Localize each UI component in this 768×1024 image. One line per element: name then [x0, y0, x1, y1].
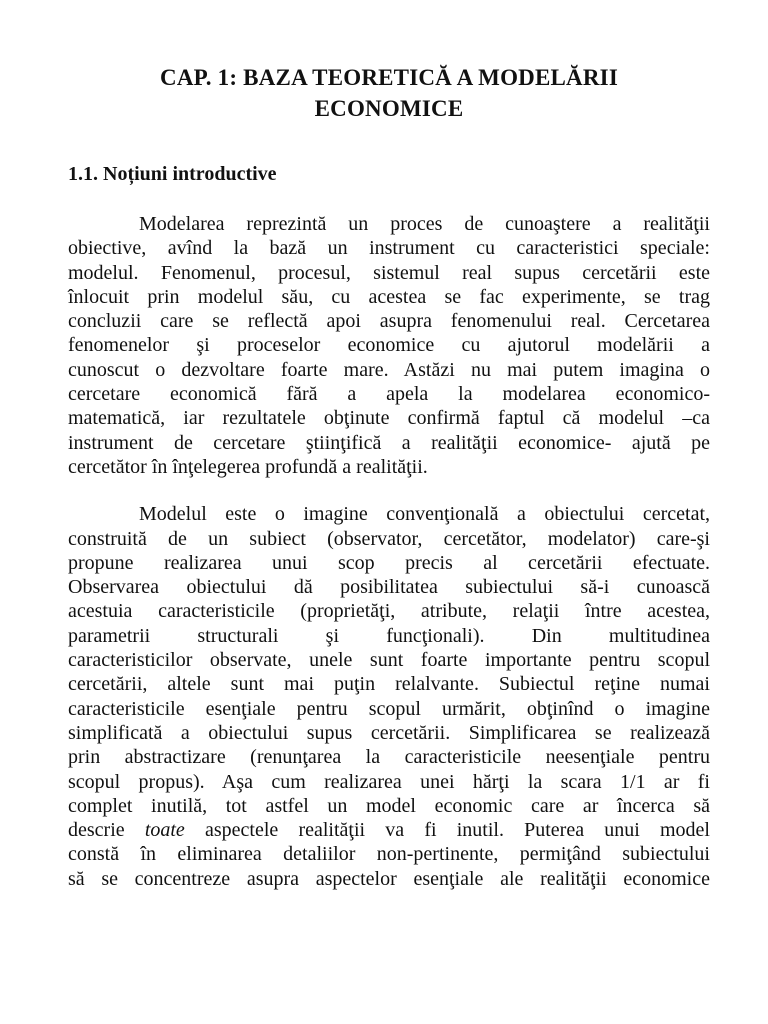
- chapter-title: [68, 62, 710, 124]
- paragraph-2: [68, 502, 710, 891]
- text-segment: aspectele realităţii va fi inutil. Puterea unui model: [184, 819, 710, 842]
- paragraph-line: propune realizarea unui scop precis al cercetării efectuate.: [68, 551, 710, 574]
- paragraph-line: caracteristicile esenţiale pentru scopul urmărit, obţinînd o imagine: [68, 697, 710, 720]
- paragraph-line: caracteristicilor observate, unele sunt foarte importante pentru scopul: [68, 649, 710, 672]
- paragraph-line: obiective, avînd la bază un instrument cu caracteristici speciale:: [68, 237, 710, 260]
- paragraph-line: matematică, iar rezultatele obţinute confirmă faptul că modelul –ca: [68, 407, 710, 430]
- paragraph-line: construită de un subiect (observator, cercetător, modelator) care-şi: [68, 527, 710, 550]
- paragraph-line: fenomenelor şi proceselor economice cu ajutorul modelării a: [68, 334, 710, 357]
- paragraph-line: parametrii structurali şi funcţionali). Din multitudinea: [68, 624, 710, 647]
- paragraph-line: Observarea obiectului dă posibilitatea subiectului să-i cunoască: [68, 576, 710, 599]
- chapter-title-line-1: CAP. 1: BAZA TEORETICĂ A MODELĂRII: [160, 65, 618, 90]
- paragraph-line: cunoscut o dezvoltare foarte mare. Astăzi nu mai putem imagina o: [68, 358, 710, 381]
- paragraph-line: Modelul este o imagine convenţională a obiectului cercetat,: [139, 503, 710, 526]
- paragraph-line: cercetare economică fără a apela la modelarea economico-: [68, 383, 710, 406]
- paragraph-line: să se concentreze asupra aspectelor esenţiale ale realităţii economice: [68, 867, 710, 890]
- paragraph-line: Modelarea reprezintă un proces de cunoaştere a realităţii: [139, 213, 710, 235]
- paragraph-1: [68, 212, 710, 479]
- italic-word: toate: [144, 819, 185, 842]
- paragraph-line: simplificată a obiectului supus cercetării. Simplificarea se realizează: [68, 721, 710, 744]
- text-segment: descrie: [68, 819, 145, 842]
- paragraph-line: complet inutilă, tot astfel un model economic care ar încerca să: [68, 794, 710, 817]
- paragraph-line: înlocuit prin modelul său, cu acestea se fac experimente, se trag: [68, 285, 710, 308]
- paragraph-line: prin abstractizare (renunţarea la caracteristicile neesenţiale pentru: [68, 746, 710, 769]
- paragraph-line: constă în eliminarea detaliilor non-pertinente, permiţând subiectului: [68, 843, 710, 866]
- paragraph-line: concluzii care se reflectă apoi asupra fenomenului real. Cercetarea: [68, 310, 710, 333]
- paragraph-line: scopul propus). Aşa cum realizarea unei hărţi la scara 1/1 ar fi: [68, 770, 710, 793]
- paragraph-line: cercetător în înţelegerea profundă a realităţii.: [68, 455, 428, 478]
- section-heading: 1.1. Noțiuni introductive: [68, 163, 277, 185]
- chapter-title-line-2: ECONOMICE: [314, 96, 464, 121]
- paragraph-line: modelul. Fenomenul, procesul, sistemul real supus cercetării este: [68, 261, 710, 284]
- paragraph-line: instrument de cercetare ştiinţifică a realităţii economice- ajută pe: [68, 431, 710, 454]
- paragraph-line: acestuia caracteristicile (proprietăţi, atribute, relaţii între acestea,: [68, 600, 710, 623]
- paragraph-line-with-italic: [68, 818, 710, 842]
- paragraph-line: cercetării, altele sunt mai puţin relalvante. Subiectul reţine numai: [68, 673, 710, 696]
